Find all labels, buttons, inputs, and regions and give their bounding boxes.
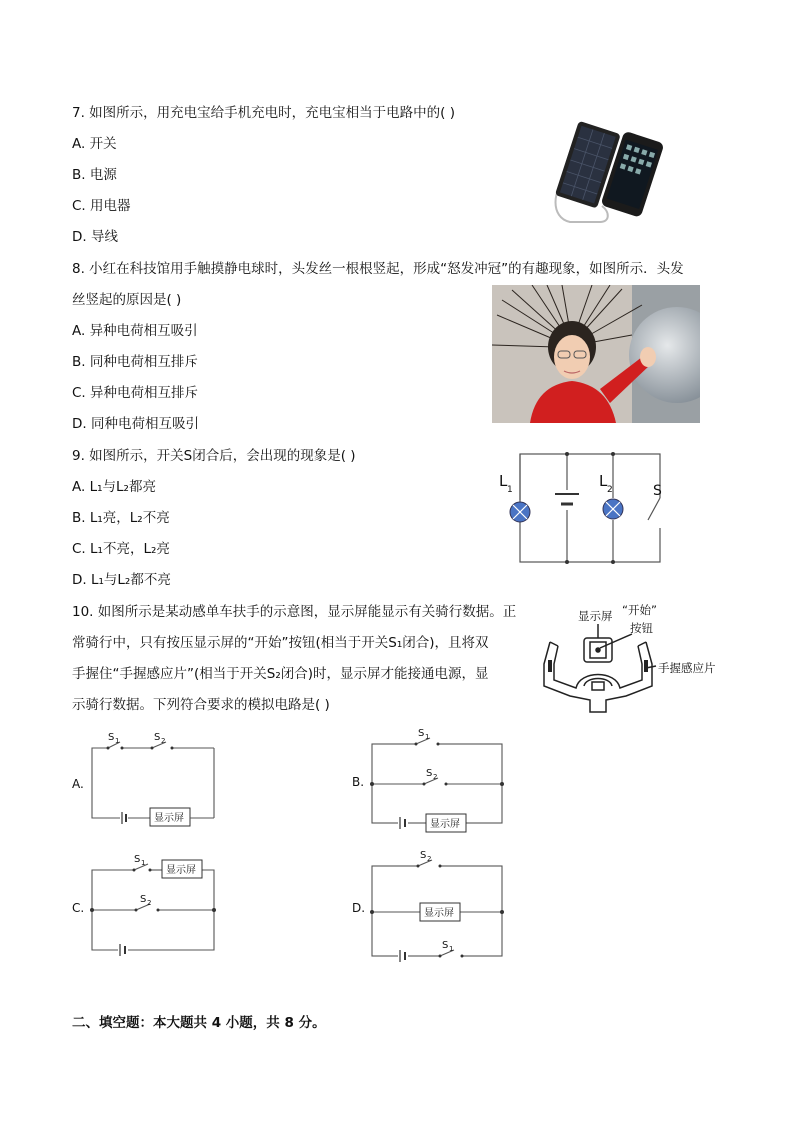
circuit-d-s1: S [442, 940, 449, 951]
static-hair-photo [492, 285, 700, 423]
q10-stem-line4: 示骑行数据。下列符合要求的模拟电路是( ) [72, 697, 330, 713]
circuit-b-s2-sub: 2 [433, 773, 438, 781]
q8-stem-line2: 丝竖起的原因是( ) [72, 292, 182, 308]
q7-stem: 7. 如图所示，用充电宝给手机充电时，充电宝相当于电路中的( ) [72, 105, 455, 121]
q10-circuit-d [350, 846, 515, 962]
q9-circuit-diagram [495, 448, 675, 568]
handlebar-label-button: 按钮 [630, 621, 653, 635]
circuit-d-label: D. [352, 901, 366, 915]
circuit-c-s2-sub: 2 [147, 899, 152, 907]
handlebar-label-sensor: 手握感应片 [658, 661, 716, 675]
circuit-a-s2: S [154, 732, 161, 743]
circuit-d-s2-sub: 2 [427, 855, 432, 863]
circuit-b-label: B. [352, 775, 365, 789]
circuit-a-s1-sub: 1 [115, 737, 120, 745]
handlebar-label-screen: 显示屏 [578, 609, 613, 623]
q8-option-b: B. 同种电荷相互排斥 [72, 354, 198, 370]
q9-option-a: A. L₁与L₂都亮 [72, 479, 156, 495]
circuit-c-s1-sub: 1 [141, 859, 146, 867]
circuit-c-screen: 显示屏 [166, 865, 196, 876]
circuit-a-screen: 显示屏 [154, 813, 184, 824]
q7-option-a: A. 开关 [72, 136, 117, 152]
circuit-d-s2: S [420, 850, 427, 861]
circuit-b-s1: S [418, 728, 425, 739]
q10-stem-line1: 10. 如图所示是某动感单车扶手的示意图，显示屏能显示有关骑行数据。正 [72, 604, 517, 620]
circuit-b-screen: 显示屏 [430, 819, 460, 830]
q10-stem-line3: 手握住“手握感应片”(相当于开关S₂闭合)时，显示屏才能接通电源，显 [72, 666, 489, 682]
circuit-c-s2: S [140, 894, 147, 905]
circuit-c-s1: S [134, 854, 141, 865]
q9-label-l2-sub: 2 [607, 485, 613, 495]
q9-label-l1: L [499, 472, 508, 490]
q10-circuit-c [68, 850, 228, 958]
circuit-a-label: A. [72, 777, 84, 791]
bike-handlebar-diagram [540, 600, 730, 722]
q7-option-b: B. 电源 [72, 167, 117, 183]
q7-option-d: D. 导线 [72, 229, 118, 245]
circuit-b-s2: S [426, 768, 433, 779]
q9-label-l2: L [599, 472, 608, 490]
q10-circuit-b [350, 728, 515, 834]
q9-option-b: B. L₁亮，L₂不亮 [72, 510, 170, 526]
handlebar-label-start: “开始” [622, 603, 657, 617]
q10-circuit-a [68, 728, 228, 828]
powerbank-phone-photo [550, 118, 665, 233]
q10-stem-line2: 常骑行中，只有按压显示屏的“开始”按钮(相当于开关S₁闭合)，且将双 [72, 635, 489, 651]
q8-stem-line1: 8. 小红在科技馆用手触摸静电球时，头发丝一根根竖起，形成“怒发冲冠”的有趣现象，如图所示．头发 [72, 261, 684, 277]
circuit-d-s1-sub: 1 [449, 945, 454, 953]
circuit-a-s2-sub: 2 [161, 737, 166, 745]
q9-label-l1-sub: 1 [507, 485, 513, 495]
q8-option-d: D. 同种电荷相互吸引 [72, 416, 199, 432]
q9-option-c: C. L₁不亮，L₂亮 [72, 541, 170, 557]
circuit-d-screen: 显示屏 [424, 908, 454, 919]
circuit-a-s1: S [108, 732, 115, 743]
q9-option-d: D. L₁与L₂都不亮 [72, 572, 171, 588]
q9-stem: 9. 如图所示，开关S闭合后，会出现的现象是( ) [72, 448, 356, 464]
circuit-b-s1-sub: 1 [425, 733, 430, 741]
q7-option-c: C. 用电器 [72, 198, 131, 214]
section-2-heading: 二、填空题：本大题共 4 小题，共 8 分。 [72, 1015, 326, 1031]
q8-option-c: C. 异种电荷相互排斥 [72, 385, 199, 401]
circuit-c-label: C. [72, 901, 85, 915]
q9-label-s: S [653, 483, 662, 499]
q8-option-a: A. 异种电荷相互吸引 [72, 323, 198, 339]
